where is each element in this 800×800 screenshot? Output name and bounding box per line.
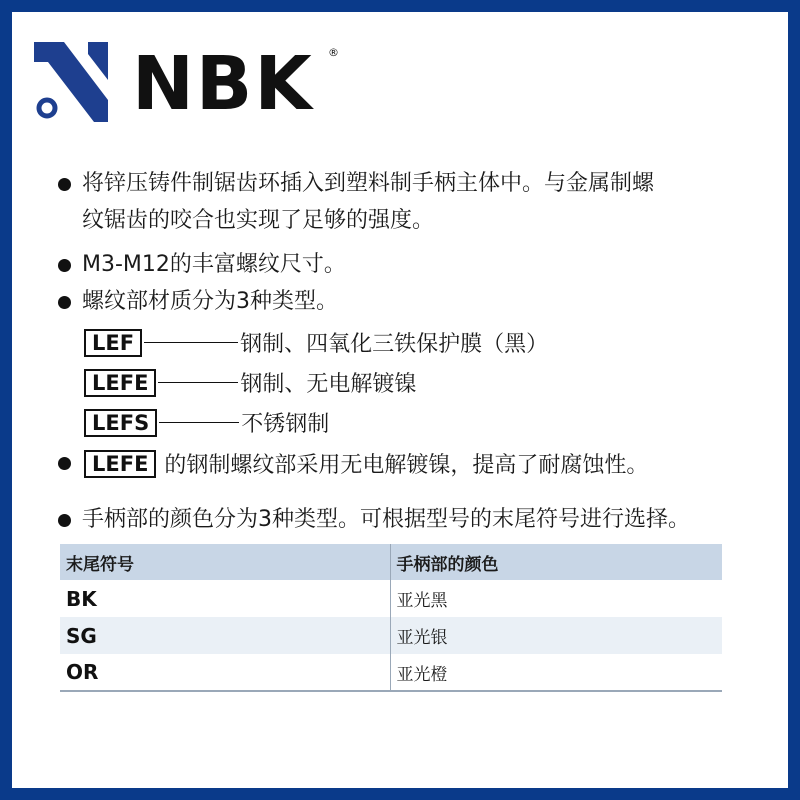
- logo-wordmark: NBK: [132, 41, 314, 127]
- suffix-cell: SG: [60, 617, 390, 654]
- bullet-3: 螺纹部材质分为3种类型。: [82, 289, 338, 314]
- bullet-dot: [58, 296, 71, 309]
- column-header-color: 手柄部的颜色: [390, 544, 722, 580]
- handle-color-table: [60, 544, 722, 692]
- material-desc: 不锈钢制: [241, 412, 330, 437]
- material-row-lefe: [84, 367, 416, 398]
- bullet-dot: [58, 259, 71, 272]
- leader-line: [158, 382, 238, 383]
- material-code: LEF: [84, 329, 142, 357]
- material-code: LEFE: [84, 369, 156, 397]
- table-row: [60, 617, 722, 654]
- material-row-lef: [84, 327, 548, 358]
- material-desc: 钢制、四氧化三铁保护膜（黑）: [240, 332, 549, 357]
- suffix-cell: BK: [60, 580, 390, 617]
- table-header-row: [60, 544, 722, 580]
- table-row: [60, 654, 722, 691]
- bullet-dot: [58, 514, 71, 527]
- material-code: LEFE: [84, 450, 156, 478]
- nbk-logo: [34, 41, 339, 132]
- bullet-4: [84, 448, 648, 479]
- bullet-dot: [58, 457, 71, 470]
- table-row: [60, 580, 722, 617]
- bullet-2: M3-M12的丰富螺纹尺寸。: [82, 252, 346, 277]
- column-header-suffix: 末尾符号: [60, 544, 390, 580]
- bullet-1-line-2: 纹锯齿的咬合也实现了足够的强度。: [82, 208, 435, 233]
- material-code: LEFS: [84, 409, 157, 437]
- material-row-lefs: [84, 407, 329, 438]
- suffix-cell: OR: [60, 654, 390, 691]
- material-desc: 钢制、无电解镀镍: [240, 372, 417, 397]
- bullet-5: 手柄部的颜色分为3种类型。可根据型号的末尾符号进行选择。: [82, 507, 690, 532]
- content-card: [12, 12, 788, 788]
- bullet-4-text: 的钢制螺纹部采用无电解镀镍，提高了耐腐蚀性。: [164, 453, 649, 478]
- bullet-dot: [58, 178, 71, 191]
- color-cell: 亚光银: [390, 617, 722, 654]
- registered-mark: ®: [328, 46, 339, 59]
- nbk-logo-mark-icon: [34, 42, 116, 122]
- bullet-1-line-1: 将锌压铸件制锯齿环插入到塑料制手柄主体中。与金属制螺: [82, 171, 655, 196]
- color-cell: 亚光黑: [396, 591, 448, 611]
- color-cell: 亚光橙: [390, 654, 722, 691]
- leader-line: [159, 422, 239, 423]
- leader-line: [144, 342, 238, 343]
